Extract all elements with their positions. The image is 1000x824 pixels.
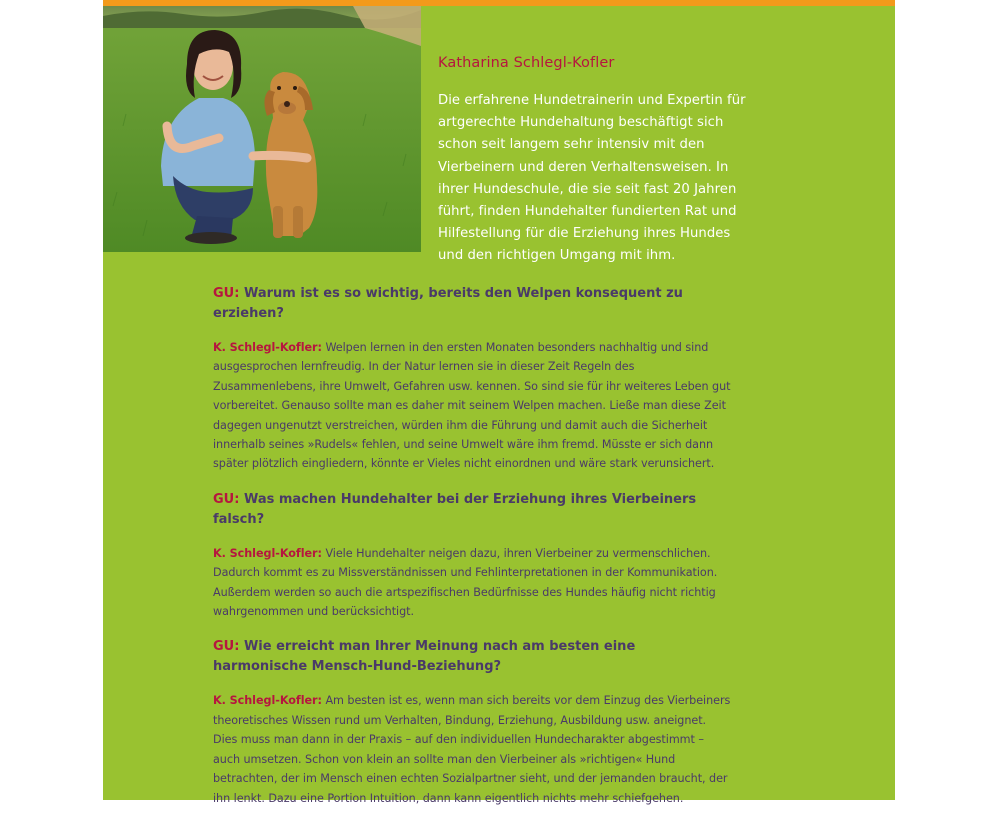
author-with-dog-photo (103, 6, 421, 252)
answer (213, 691, 733, 807)
answer-text: Welpen lernen in den ersten Monaten besonders nachhaltig und sind ausgesprochen lernfreudig. In der Natur lernen sie in dieser Zeit Regeln des Zusammenlebens, ihre Umwelt, Gefahren usw. kennen. So sind sie für ihr weiteres Leben gut vorbereitet. Genauso sollte man es daher mit seinem Welpen machen. Ließe man diese Zeit dagegen ungenutzt verstreichen, würden ihm die Führung und damit auch die Sicherheit innerhalb seines »Rudels« fehlen, und seine Umwelt wäre ihm fremd. Müsste er sich dann später plötzlich eingliedern, könnte er Vieles nicht einordnen und wäre stark verunsichert. (213, 341, 731, 471)
author-bio (438, 55, 748, 268)
question (213, 490, 733, 530)
author-bio-text: Die erfahrene Hundetrainerin und Expertin für artgerechte Hundehaltung beschäftigt sich schon seit langem sehr intensiv mit den Vierbeinern und deren Verhaltensweisen. In ihrer Hundeschule, die sie seit fast 20 Jahren führt, finden Hundehalter fundierten Rat und Hilfestellung für die Erziehung ihres Hundes und den richtigen Umgang mit ihm. (438, 93, 746, 264)
answer-text: Viele Hundehalter neigen dazu, ihren Vierbeiner zu vermenschlichen. Dadurch kommt es zu Missverständnissen und Fehlinterpretationen in der Kommunikation. Außerdem werden so auch die artspezifischen Bedürfnisse des Hundes häufig nicht richtig wahrgenommen und berücksichtigt. (213, 546, 718, 619)
question (213, 637, 733, 677)
interview-block-2 (213, 490, 733, 622)
answer-speaker: K. Schlegl-Kofler: (213, 694, 322, 708)
question-prefix: GU: (213, 639, 240, 655)
interview-block-3 (213, 637, 733, 807)
answer-speaker: K. Schlegl-Kofler: (213, 341, 322, 354)
question-text: Warum ist es so wichtig, bereits den Welpen konsequent zu erziehen? (213, 286, 683, 321)
question-prefix: GU: (213, 286, 240, 301)
answer-text: Am besten ist es, wenn man sich bereits vor dem Einzug des Vierbeiners theoretisches Wissen rund um Verhalten, Bindung, Erziehung, Ausbildung usw. aneignet. Dies muss man dann in der Praxis – auf den individuellen Hundecharakter abgestimmt – auch umsetzen. Schon von klein an sollte man den Vierbeiner als »richtigen« Hund betrachten, der im Mensch einen echten Sozialpartner sieht, und der jemanden braucht, der ihn lenkt. Dazu eine Portion Intuition, dann kann eigentlich nichts mehr schiefgehen. (213, 694, 731, 805)
book-page (103, 0, 895, 805)
question (213, 284, 733, 324)
author-name: Katharina Schlegl-Kofler (438, 55, 615, 71)
answer-speaker: K. Schlegl-Kofler: (213, 546, 322, 560)
interview-section (213, 284, 733, 824)
answer (213, 338, 733, 474)
interview-block-1 (213, 284, 733, 474)
question-text: Wie erreicht man Ihrer Meinung nach am besten eine harmonische Mensch-Hund-Beziehung? (213, 639, 636, 675)
question-text: Was machen Hundehalter bei der Erziehung ihres Vierbeiners falsch? (213, 491, 697, 527)
answer (213, 544, 733, 622)
question-prefix: GU: (213, 491, 240, 507)
